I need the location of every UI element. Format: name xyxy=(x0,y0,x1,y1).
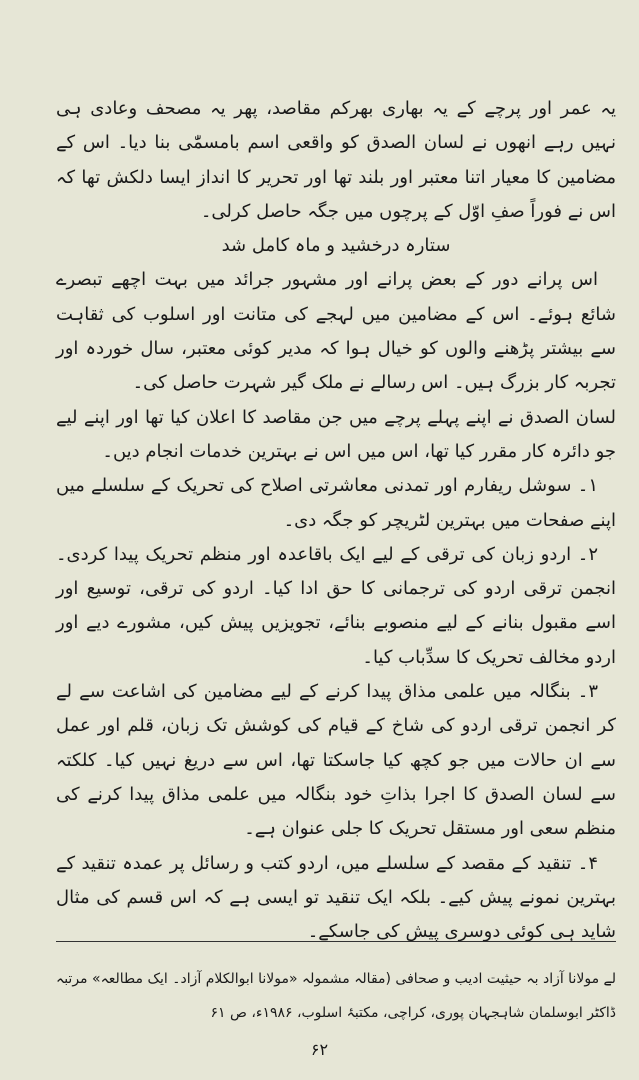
page-number: ۶۲ xyxy=(310,1040,329,1059)
list-item-criticism: ۴۔ تنقید کے مقصد کے سلسلے میں، اردو کتب و رسائل پر عمدہ تنقید کے بہترین نمونے پیش کیے۔ بلکہ ایک تنقید تو ایسی ہے کہ اس قسم کی مثال شاید ہی کوئی دوسری پیش کی جاسکے۔ xyxy=(56,852,616,943)
paragraph-objectives: لسان الصدق نے اپنے پہلے پرچے میں جن مقاصد کا اعلان کیا تھا اور اپنے لیے جو دائرہ کار مقرر کیا تھا، اس میں اس نے بہترین خدمات انجام دیں۔ xyxy=(56,406,616,462)
paragraph-intro: یہ عمر اور پرچے کے یہ بھاری بھرکم مقاصد، پھر یہ مصحف وعادی ہی نہیں رہے انھوں نے لسان الصدق کو واقعی اسم بامسمّٰی بنا دیا۔ اس کے مضامین کا معیار اتنا معتبر اور بلند تھا اور تحریر کا انداز ایسا دلکش تھا کہ اس نے فوراً صفِ اوّل کے پرچوں میں جگہ حاصل کرلی۔ xyxy=(56,98,616,222)
list-item-social-reform: ۱۔ سوشل ریفارم اور تمدنی معاشرتی اصلاح کی تحریک کے سلسلے میں اپنے صفحات میں بہترین لٹریچر کو جگہ دی۔ xyxy=(56,475,616,531)
list-item-bengal: ۳۔ بنگالہ میں علمی مذاق پیدا کرنے کے لیے مضامین کی اشاعت سے لے کر انجمن ترقی اردو کی شاخ کے قیام کی کوشش تک زبان، قلم اور عمل سے ان حالات میں جو کچھ کیا جاسکتا تھا، اس سے دریغ نہیں کیا۔ کلکتہ سے لسان الصدق کا اجرا بذاتِ خود بنگالہ میں علمی مذاق پیدا کرنے کی منظم سعی اور مستقل تحریک کا جلی عنوان ہے۔ xyxy=(56,681,616,840)
footnote-divider xyxy=(56,941,616,942)
page-body xyxy=(56,92,616,949)
footnote-text: لے مولانا آزاد بہ حیثیت ادیب و صحافی (مقالہ مشمولہ «مولانا ابوالکلام آزاد۔ ایک مطالعہ» مرتبہ ڈاکٹر ابوسلمان شاہجہان پوری، کراچی، مکتبۂ اسلوب، ۱۹۸۶ء، ص ۶۱ xyxy=(56,971,616,1021)
paragraph-reviews: اس پرانے دور کے بعض پرانے اور مشہور جرائد میں بہت اچھے تبصرے شائع ہوئے۔ اس کے مضامین میں لہجے کی متانت اور اسلوب کی ثقاہت سے بیشتر پڑھنے والوں کو خیال ہوا کہ مدیر کوئی معتبر، سال خوردہ اور تجربہ کار بزرگ ہیں۔ اس رسالے نے ملک گیر شہرت حاصل کی۔ xyxy=(56,269,616,394)
list-item-urdu-language: ۲۔ اردو زبان کی ترقی کے لیے ایک باقاعدہ اور منظم تحریک پیدا کردی۔ انجمن ترقی اردو کی ترجمانی کا حق ادا کیا۔ اردو کی ترقی، توسیع اور اسے مقبول بنانے کے لیے منصوبے بنائے، تجویزیں پیش کیں، مشورے دیے اور اردو مخالف تحریک کا سدِّباب کیا۔ xyxy=(56,543,616,668)
footnote xyxy=(56,962,616,1030)
section-heading: ستارہ درخشید و ماہ کامل شد xyxy=(221,235,451,257)
